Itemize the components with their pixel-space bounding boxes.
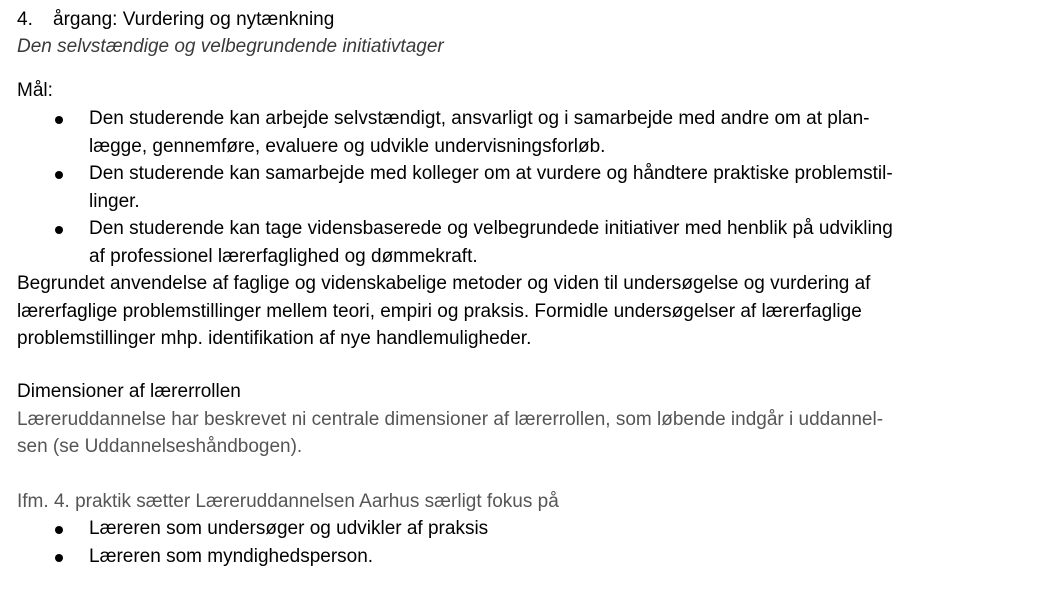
list-item [17, 215, 1027, 270]
dimensions-text [17, 406, 1027, 461]
spacer [17, 461, 1027, 488]
dimensions-heading: Dimensioner af lærerrollen [17, 380, 241, 402]
section-number: 4. [17, 9, 33, 30]
section-title: årgang: Vurdering og nytænkning [53, 9, 335, 30]
bullet-icon [55, 226, 63, 234]
body-paragraph [17, 270, 1027, 353]
list-item-line: Den studerende kan samarbejde med kolleger om at vurdere og håndtere praktiske problemstil- [89, 163, 893, 184]
focus-list [17, 515, 1027, 570]
paragraph-line: Begrundet anvendelse af faglige og videnskabelige metoder og viden til undersøgelse og vurdering af [17, 273, 871, 294]
paragraph-line: problemstillinger mhp. identifikation af nye handlemuligheder. [17, 328, 532, 349]
list-item-line: linger. [89, 190, 140, 212]
bullet-icon [55, 526, 63, 534]
paragraph-line: sen (se Uddannelseshåndbogen). [17, 436, 303, 457]
section-subtitle: Den selvstændige og velbegrundende initiativtager [17, 36, 444, 57]
goals-list [17, 105, 1027, 270]
list-item [17, 105, 1027, 160]
list-item [17, 515, 1027, 543]
focus-intro: Ifm. 4. praktik sætter Læreruddannelsen Aarhus særligt fokus på [17, 490, 559, 512]
list-item-line: Den studerende kan arbejde selvstændigt, ansvarligt og i samarbejde med andre om at plan- [89, 108, 870, 129]
list-item [17, 543, 1027, 571]
list-item-line: Den studerende kan tage vidensbaserede og velbegrundede initiativer med henblik på udvikling [89, 218, 893, 239]
bullet-icon [55, 554, 63, 562]
paragraph-line: Læreruddannelse har beskrevet ni centrale dimensioner af lærerrollen, som løbende indgår i uddannel- [17, 408, 884, 430]
bullet-icon [55, 116, 63, 124]
list-item [17, 160, 1027, 215]
list-item-line: Læreren som myndighedsperson. [89, 545, 374, 567]
section-heading [17, 6, 1027, 34]
list-item-line: Læreren som undersøger og udvikler af praksis [89, 518, 489, 539]
bullet-icon [55, 171, 63, 179]
list-item-line: lægge, gennemføre, evaluere og udvikle undervisningsforløb. [89, 135, 606, 157]
paragraph-line: lærerfaglige problemstillinger mellem teori, empiri og praksis. Formidle undersøgelser af lærerfaglige [17, 300, 862, 322]
list-item-line: af professionel lærerfaglighed og dømmekraft. [89, 245, 478, 267]
goals-label: Mål: [17, 80, 53, 101]
document-page [17, 6, 1027, 570]
